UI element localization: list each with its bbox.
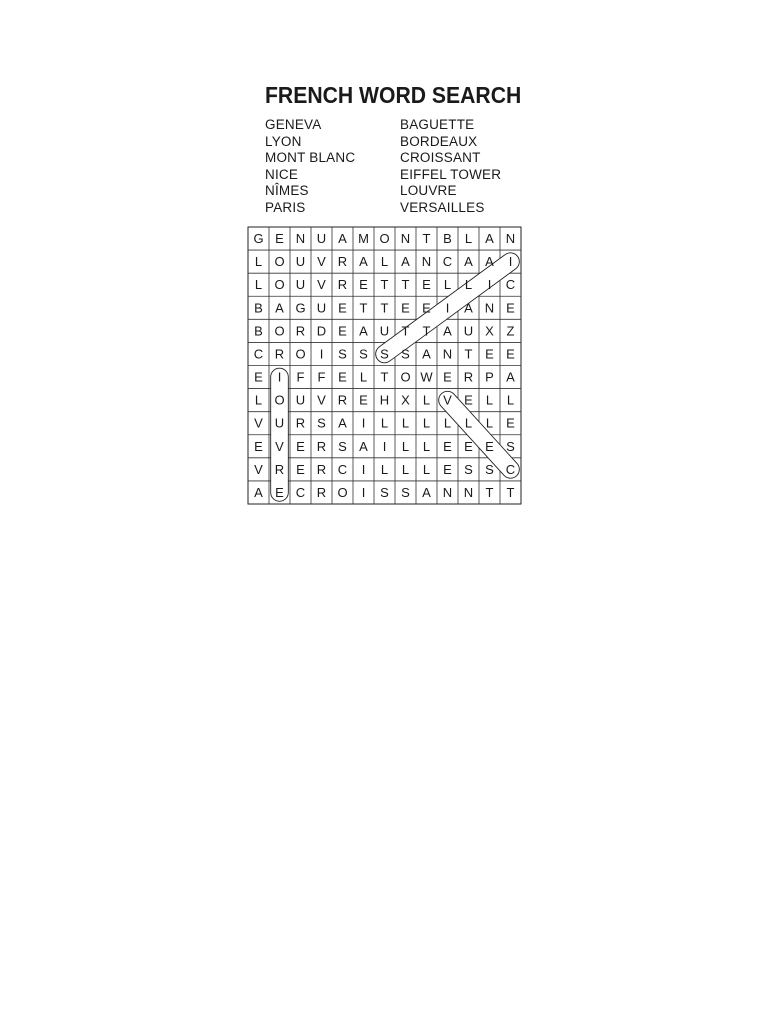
grid-cell-letter: L (422, 461, 431, 477)
grid-cell-letter: L (443, 415, 452, 431)
grid-cell-letter: L (380, 254, 389, 270)
grid-cell-letter: S (359, 346, 368, 362)
grid-cell-letter: B (254, 300, 263, 316)
grid-cell-letter: Z (506, 323, 515, 339)
grid-cell-letter: L (422, 438, 431, 454)
grid-cell-letter: N (442, 484, 453, 500)
grid-cell-letter: A (485, 231, 494, 247)
grid-cell-letter: R (337, 254, 348, 270)
grid-cell-letter: T (380, 277, 389, 293)
grid-cell-letter: R (274, 346, 285, 362)
grid-cell-letter: B (254, 323, 263, 339)
grid-cell-letter: A (443, 323, 452, 339)
grid-cell-letter: E (506, 300, 515, 316)
grid-cell-letter: A (338, 231, 347, 247)
grid-cell-letter: U (379, 323, 390, 339)
grid-cell-letter: S (464, 461, 473, 477)
grid-cell-letter: P (485, 369, 494, 385)
grid-cell-letter: M (358, 231, 369, 247)
grid-cell-letter: A (359, 323, 368, 339)
grid-cell-letter: R (295, 323, 306, 339)
grid-cell-letter: A (275, 300, 284, 316)
grid-cell-letter: L (254, 392, 263, 408)
grid-cell-letter: L (401, 415, 410, 431)
grid-cell-letter: E (443, 461, 452, 477)
grid-cell-letter: I (361, 415, 366, 431)
grid-cell-letter: G (253, 231, 264, 247)
found-word-outline (271, 368, 289, 501)
grid-cell-letter: G (295, 300, 306, 316)
grid-cell-letter: I (382, 438, 387, 454)
grid-cell-letter: E (296, 461, 305, 477)
grid-cell-letter: I (277, 369, 282, 385)
grid-cell-letter: O (379, 231, 390, 247)
grid-cell-letter: O (274, 323, 285, 339)
grid-cell-letter: E (506, 415, 515, 431)
word-list-item: BAGUETTE (400, 117, 475, 132)
grid-cell-letter: A (422, 346, 431, 362)
grid-cell-letter: A (254, 484, 263, 500)
grid-cell-letter: S (401, 346, 410, 362)
grid-cell-letter: L (464, 415, 473, 431)
grid-cell-letter: I (487, 277, 492, 293)
grid-cell-letter: S (338, 438, 347, 454)
grid-cell-letter: V (317, 254, 326, 270)
grid-cell-letter: S (380, 484, 389, 500)
grid-cell-letter: L (401, 461, 410, 477)
grid-cell-letter: R (316, 438, 327, 454)
grid-cell-letter: A (338, 415, 347, 431)
grid-cell-letter: E (422, 300, 431, 316)
grid-cell-letter: S (485, 461, 494, 477)
grid-cell-letter: A (422, 484, 431, 500)
grid-cell-letter: V (254, 415, 263, 431)
grid-cell-letter: S (380, 346, 389, 362)
grid-cell-letter: I (361, 484, 366, 500)
grid-cell-letter: A (506, 369, 515, 385)
grid-cell-letter: R (337, 277, 348, 293)
grid-cell-letter: D (316, 323, 327, 339)
grid-cell-letter: A (464, 300, 473, 316)
grid-cell-letter: I (319, 346, 324, 362)
grid-cell-letter: X (485, 323, 494, 339)
grid-cell-letter: T (380, 369, 389, 385)
grid-cell-letter: X (401, 392, 410, 408)
puzzle-title: FRENCH WORD SEARCH (265, 82, 522, 108)
grid-cell-letter: S (338, 346, 347, 362)
grid-cell-letter: E (338, 369, 347, 385)
grid-cell-letter: N (505, 231, 516, 247)
word-list-item: VERSAILLES (400, 199, 485, 215)
grid-cell-letter: E (443, 438, 452, 454)
grid-cell-letter: N (442, 346, 453, 362)
grid-cell-letter: T (380, 300, 389, 316)
grid-cell-letter: L (485, 392, 494, 408)
grid-cell-letter: V (443, 392, 452, 408)
grid-cell-letter: A (359, 438, 368, 454)
grid-cell-letter: F (296, 369, 305, 385)
grid-cell-letter: T (401, 323, 410, 339)
grid-cell-letter: L (506, 392, 515, 408)
grid-cell-letter: L (464, 231, 473, 247)
grid-cell-letter: L (422, 392, 431, 408)
grid-cell-letter: E (359, 392, 368, 408)
word-list-item: BORDEAUX (400, 133, 478, 149)
grid-cell-letter: E (464, 438, 473, 454)
grid-cell-letter: E (485, 346, 494, 362)
grid-cell-letter: N (421, 254, 432, 270)
grid-cell-letter: N (484, 300, 495, 316)
grid-cell-letter: H (379, 392, 390, 408)
grid-cell-letter: F (317, 369, 326, 385)
grid-cell-letter: C (337, 461, 348, 477)
grid-cell-letter: R (337, 392, 348, 408)
grid-cell-letter: E (422, 277, 431, 293)
grid-cell-letter: R (274, 461, 285, 477)
grid-cell-letter: O (274, 254, 285, 270)
grid-cell-letter: S (506, 438, 515, 454)
grid-cell-letter: U (295, 392, 306, 408)
grid-cell-letter: U (463, 323, 474, 339)
grid-cell-letter: L (380, 461, 389, 477)
grid-cell-letter: U (274, 415, 285, 431)
word-list-item: PARIS (265, 199, 306, 215)
grid-cell-letter: T (359, 300, 368, 316)
grid-cell-letter: C (505, 277, 516, 293)
word-list-item: MONT BLANC (265, 150, 356, 166)
grid-cell-letter: L (254, 254, 263, 270)
grid-cell-letter: L (485, 415, 494, 431)
grid-cell-letter: I (508, 254, 513, 270)
grid-cell-letter: L (464, 277, 473, 293)
grid-cell-letter: E (275, 231, 284, 247)
grid-cell-letter: O (274, 392, 285, 408)
grid-cell-letter: V (317, 392, 326, 408)
grid-cell-letter: L (401, 438, 410, 454)
grid-cell-letter: R (295, 415, 306, 431)
grid-cell-letter: C (253, 346, 264, 362)
word-list-item: GENEVA (265, 117, 322, 132)
grid-cell-letter: V (317, 277, 326, 293)
word-list-item: EIFFEL TOWER (400, 166, 502, 182)
grid-cell-letter: R (316, 484, 327, 500)
grid-cell-letter: L (380, 415, 389, 431)
grid-cell-letter: C (442, 254, 453, 270)
grid-cell-letter: L (422, 415, 431, 431)
grid-cell-letter: C (505, 461, 516, 477)
grid-cell-letter: E (485, 438, 494, 454)
grid-cell-letter: I (445, 300, 450, 316)
grid-cell-letter: A (485, 254, 494, 270)
grid-cell-letter: L (359, 369, 368, 385)
grid-cell-letter: E (254, 369, 263, 385)
grid-cell-letter: O (400, 369, 411, 385)
grid-cell-letter: T (422, 323, 431, 339)
grid-cell-letter: W (420, 369, 433, 385)
grid-cell-letter: S (317, 415, 326, 431)
grid-cell-letter: N (463, 484, 474, 500)
grid-cell-letter: O (337, 484, 348, 500)
word-list-item: CROISSANT (400, 150, 481, 166)
grid-cell-letter: E (443, 369, 452, 385)
grid-cell-letter: B (443, 231, 452, 247)
grid-cell-letter: A (359, 254, 368, 270)
grid-cell-letter: V (254, 461, 263, 477)
grid-cell-letter: E (359, 277, 368, 293)
grid-cell-letter: O (295, 346, 306, 362)
grid-cell-letter: E (464, 392, 473, 408)
grid-cell-letter: A (401, 254, 410, 270)
grid-cell-letter: R (463, 369, 474, 385)
grid-cell-letter: C (295, 484, 306, 500)
grid-cell-letter: U (295, 254, 306, 270)
grid-cell-letter: T (464, 346, 473, 362)
grid-cell-letter: V (275, 438, 284, 454)
grid-cell-letter: R (316, 461, 327, 477)
grid-cell-letter: L (254, 277, 263, 293)
grid-cell-letter: U (295, 277, 306, 293)
grid-cell-letter: E (296, 438, 305, 454)
grid-cell-letter: U (316, 231, 327, 247)
grid-cell-letter: E (254, 438, 263, 454)
grid-cell-letter: T (485, 484, 494, 500)
word-list-item: LOUVRE (400, 183, 457, 199)
grid-cell-letter: O (274, 277, 285, 293)
grid-cell-letter: N (400, 231, 411, 247)
grid-cell-letter: E (506, 346, 515, 362)
grid-cell-letter: E (275, 484, 284, 500)
grid-cell-letter: E (338, 300, 347, 316)
grid-cell-letter: N (295, 231, 306, 247)
word-list-item: NÎMES (265, 183, 309, 199)
grid-cell-letter: E (338, 323, 347, 339)
grid-cell-letter: T (401, 277, 410, 293)
grid-cell-letter: E (401, 300, 410, 316)
grid-cell-letter: L (443, 277, 452, 293)
grid-cell-letter: I (361, 461, 366, 477)
word-list-item: LYON (265, 133, 302, 149)
grid-cell-letter: T (422, 231, 431, 247)
word-list-item: NICE (265, 166, 299, 182)
grid-cell-letter: T (506, 484, 515, 500)
grid-cell-letter: A (464, 254, 473, 270)
grid-cell-letter: U (316, 300, 327, 316)
grid-cell-letter: S (401, 484, 410, 500)
